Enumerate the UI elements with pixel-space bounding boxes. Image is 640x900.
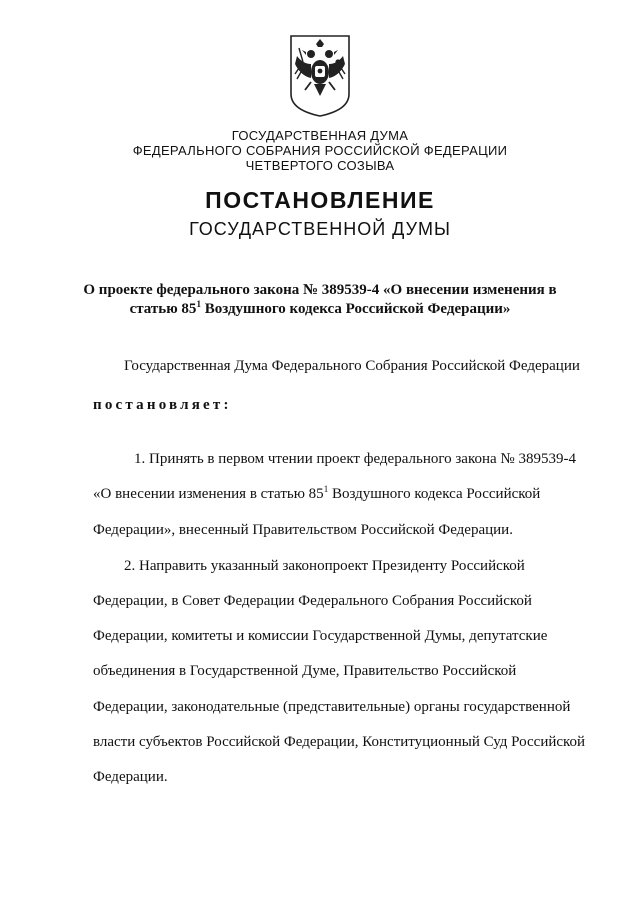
header-line-1: ГОСУДАРСТВЕННАЯ ДУМА <box>231 128 409 143</box>
subject-superscript: 1 <box>196 299 201 309</box>
issuer-header <box>0 128 640 173</box>
subject-line-2-start: статью 85 <box>129 301 197 317</box>
p2-line-4: объединения в Государственной Думе, Правительство Российской <box>93 663 517 679</box>
p2-line-1: 2. Направить указанный законопроект Президенту Российской <box>124 558 525 574</box>
header-line-2: ФЕДЕРАЛЬНОГО СОБРАНИЯ РОССИЙСКОЙ ФЕДЕРАЦИИ <box>132 143 508 158</box>
p1-line-1: 1. Принять в первом чтении проект федерального закона № 389539-4 <box>134 451 576 467</box>
p1-superscript: 1 <box>323 484 329 494</box>
p1-line-2-end: Воздушного кодекса Российской <box>328 486 541 502</box>
header-line-3: ЧЕТВЕРТОГО СОЗЫВА <box>245 158 395 173</box>
p2-line-3: Федерации, комитеты и комиссии Государственной Думы, депутатские <box>93 628 548 644</box>
subject-line-2-end: Воздушного кодекса Российской Федерации» <box>200 301 511 317</box>
preamble: Государственная Дума Федерального Собрания Российской Федерации <box>124 358 580 374</box>
p1-line-3: Федерации», внесенный Правительством Российской Федерации. <box>93 522 513 538</box>
p2-line-7: Федерации. <box>93 769 168 785</box>
document-issuer-title: ГОСУДАРСТВЕННОЙ ДУМЫ <box>189 219 451 239</box>
p2-line-6: власти субъектов Российской Федерации, Конституционный Суд Российской <box>93 734 586 750</box>
p1-line-2 <box>93 484 595 504</box>
document-type-title: ПОСТАНОВЛЕНИЕ <box>205 187 435 213</box>
p2-line-5: Федерации, законодательные (представительные) органы государственной <box>93 699 571 715</box>
coat-of-arms-icon <box>289 34 351 118</box>
p1-line-2-start: «О внесении изменения в статью 85 <box>93 486 324 502</box>
subject-line-2 <box>60 300 580 319</box>
subject-line-1: О проекте федерального закона № 389539-4 «О внесении изменения в <box>83 282 557 298</box>
p2-line-2: Федерации, в Совет Федерации Федерального Собрания Российской <box>93 593 532 609</box>
resolves-keyword: постановляет: <box>93 397 232 413</box>
document-subject <box>60 281 580 319</box>
